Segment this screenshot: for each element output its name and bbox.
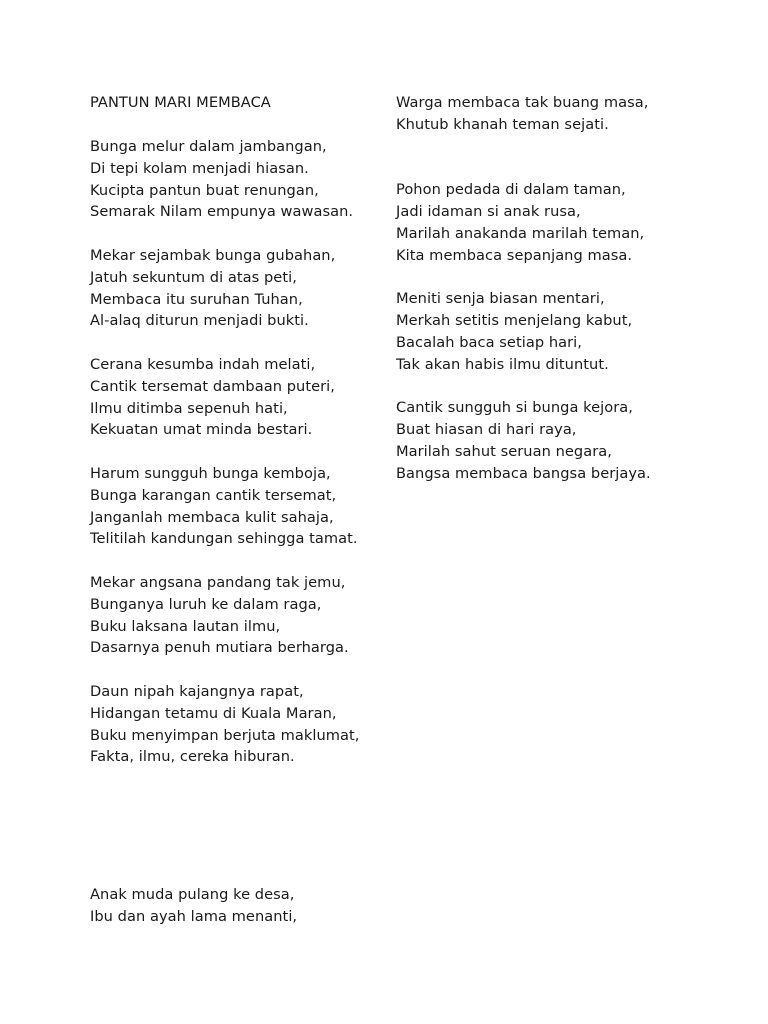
stanza-3	[90, 354, 380, 441]
right-column	[396, 92, 756, 484]
poem-line: Jadi idaman si anak rusa,	[396, 202, 581, 220]
poem-line: Kucipta pantun buat renungan,	[90, 181, 319, 199]
poem-line: Buat hiasan di hari raya,	[396, 420, 577, 438]
poem-line: Semarak Nilam empunya wawasan.	[90, 203, 354, 221]
poem-title: PANTUN MARI MEMBACA	[90, 94, 271, 111]
poem-line: Cantik tersemat dambaan puteri,	[90, 377, 335, 395]
poem-line: Daun nipah kajangnya rapat,	[90, 682, 304, 700]
spacer	[396, 136, 756, 180]
poem-line: Harum sungguh bunga kemboja,	[90, 464, 331, 482]
poem-line: Hidangan tetamu di Kuala Maran,	[90, 704, 337, 722]
poem-line: Di tepi kolam menjadi hiasan.	[90, 159, 309, 177]
poem-line: Anak muda pulang ke desa,	[90, 886, 295, 903]
stanza-4	[90, 463, 380, 550]
poem-line: Cantik sungguh si bunga kejora,	[396, 399, 633, 417]
poem-line: Buku laksana lautan ilmu,	[90, 617, 281, 635]
spacer	[396, 266, 756, 288]
poem-line: Dasarnya penuh mutiara berharga.	[90, 639, 349, 657]
poem-line: Bunganya luruh ke dalam raga,	[90, 595, 322, 613]
poem-line: Marilah sahut seruan negara,	[396, 442, 612, 460]
poem-line: Merkah setitis menjelang kabut,	[396, 311, 633, 329]
poem-line: Bangsa membaca bangsa berjaya.	[396, 464, 651, 482]
stanza-8	[396, 179, 756, 266]
spacer	[90, 550, 380, 572]
poem-line: Tak akan habis ilmu dituntut.	[396, 355, 609, 373]
poem-line: Warga membaca tak buang masa,	[396, 94, 649, 111]
poem-line: Marilah anakanda marilah teman,	[396, 224, 645, 242]
poem-line: Cerana kesumba indah melati,	[90, 355, 316, 373]
poem-line: Bunga melur dalam jambangan,	[90, 138, 327, 155]
stanza-1	[90, 136, 380, 223]
poem-line: Kekuatan umat minda bestari.	[90, 421, 313, 439]
poem-line: Buku menyimpan berjuta maklumat,	[90, 726, 360, 744]
left-column	[90, 92, 380, 768]
stanza-5	[90, 572, 380, 659]
poem-line: Pohon pedada di dalam taman,	[396, 181, 626, 199]
stanza-2	[90, 245, 380, 332]
stanza-9	[396, 288, 756, 375]
poem-line: Bacalah baca setiap hari,	[396, 333, 582, 351]
poem-line: Ibu dan ayah lama menanti,	[90, 907, 298, 925]
poem-line: Fakta, ilmu, cereka hiburan.	[90, 748, 295, 766]
poem-line: Mekar angsana pandang tak jemu,	[90, 573, 346, 591]
stanza-10	[396, 397, 756, 484]
poem-line: Telitilah kandungan sehingga tamat.	[90, 530, 358, 548]
spacer	[90, 223, 380, 245]
poem-line: Ilmu ditimba sepenuh hati,	[90, 399, 288, 417]
poem-line: Al-alaq diturun menjadi bukti.	[90, 312, 309, 330]
poem-line: Kita membaca sepanjang masa.	[396, 246, 633, 264]
bottom-stanza	[90, 884, 380, 928]
poem-line: Mekar sejambak bunga gubahan,	[90, 246, 336, 264]
poem-line: Khutub khanah teman sejati.	[396, 115, 609, 133]
spacer	[90, 114, 380, 136]
spacer	[90, 332, 380, 354]
poem-line: Janganlah membaca kulit sahaja,	[90, 508, 334, 526]
stanza-7	[396, 92, 756, 136]
spacer	[90, 441, 380, 463]
poem-line: Meniti senja biasan mentari,	[396, 290, 605, 308]
poem-line: Jatuh sekuntum di atas peti,	[90, 268, 297, 286]
stanza-6	[90, 681, 380, 768]
poem-line: Membaca itu suruhan Tuhan,	[90, 290, 303, 308]
spacer	[396, 375, 756, 397]
spacer	[90, 659, 380, 681]
poem-line: Bunga karangan cantik tersemat,	[90, 486, 337, 504]
